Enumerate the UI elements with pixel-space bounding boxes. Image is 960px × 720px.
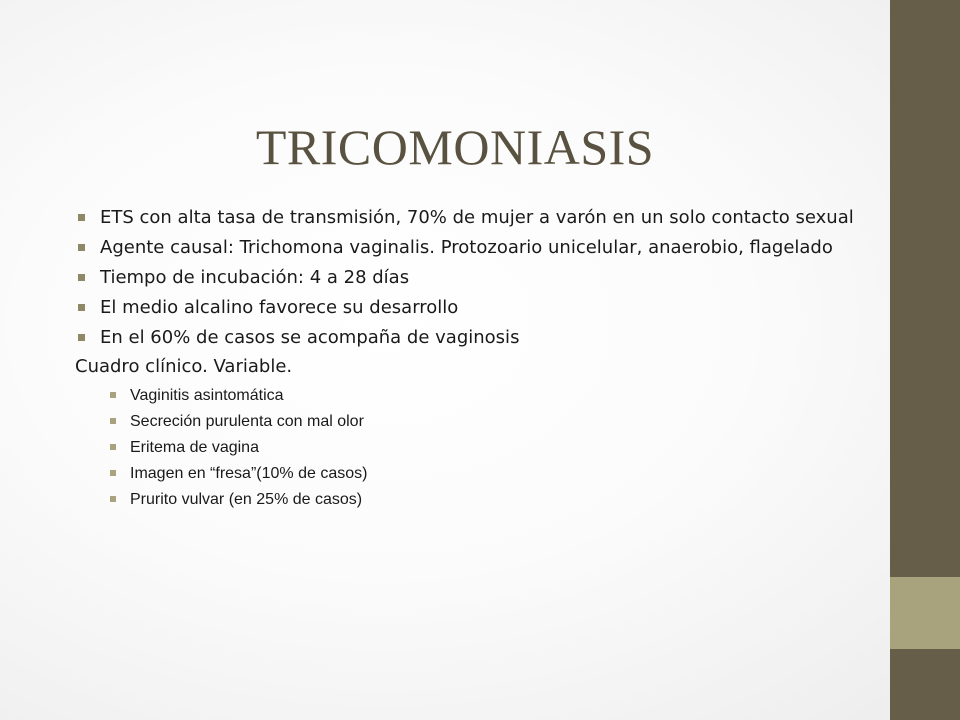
sub-bullet-item — [107, 386, 875, 406]
bullet-text: El medio alcalino favorece su desarrollo — [100, 297, 459, 318]
side-accent-block — [890, 577, 960, 649]
square-bullet-icon — [110, 444, 116, 450]
square-bullet-icon — [110, 418, 116, 424]
sub-bullet-item — [107, 490, 875, 510]
sub-bullet-item — [107, 464, 875, 484]
bullet-item — [75, 238, 875, 258]
bullet-text: En el 60% de casos se acompaña de vaginosis — [100, 327, 520, 348]
sub-bullet-text: Imagen en “fresa”(10% de casos) — [130, 465, 368, 482]
square-bullet-icon — [78, 274, 85, 281]
square-bullet-icon — [78, 244, 85, 251]
square-bullet-icon — [110, 496, 116, 502]
bullet-item — [75, 208, 875, 228]
square-bullet-icon — [78, 214, 85, 221]
square-bullet-icon — [78, 304, 85, 311]
bullet-text: Agente causal: Trichomona vaginalis. Protozoario unicelular, anaerobio, flagelado — [100, 237, 833, 258]
square-bullet-icon — [110, 392, 116, 398]
slide-body — [75, 208, 875, 516]
bullet-text: ETS con alta tasa de transmisión, 70% de mujer a varón en un solo contacto sexual — [100, 207, 854, 228]
bullet-item — [75, 268, 875, 288]
bullet-list — [75, 208, 875, 348]
bullet-text: Tiempo de incubación: 4 a 28 días — [100, 267, 410, 288]
sub-bullet-text: Secreción purulenta con mal olor — [130, 413, 364, 430]
sub-bullet-item — [107, 412, 875, 432]
section-subheading: Cuadro clínico. Variable. — [75, 356, 293, 377]
sub-bullet-item — [107, 438, 875, 458]
square-bullet-icon — [78, 334, 85, 341]
sub-bullet-text: Prurito vulvar (en 25% de casos) — [130, 491, 363, 508]
bullet-item — [75, 298, 875, 318]
sub-bullet-text: Vaginitis asintomática — [130, 387, 284, 404]
sub-bullet-list — [75, 386, 875, 510]
slide-title: TRICOMONIASIS — [255, 119, 655, 175]
square-bullet-icon — [110, 470, 116, 476]
sub-bullet-text: Eritema de vagina — [130, 439, 259, 456]
bullet-item — [75, 328, 875, 348]
